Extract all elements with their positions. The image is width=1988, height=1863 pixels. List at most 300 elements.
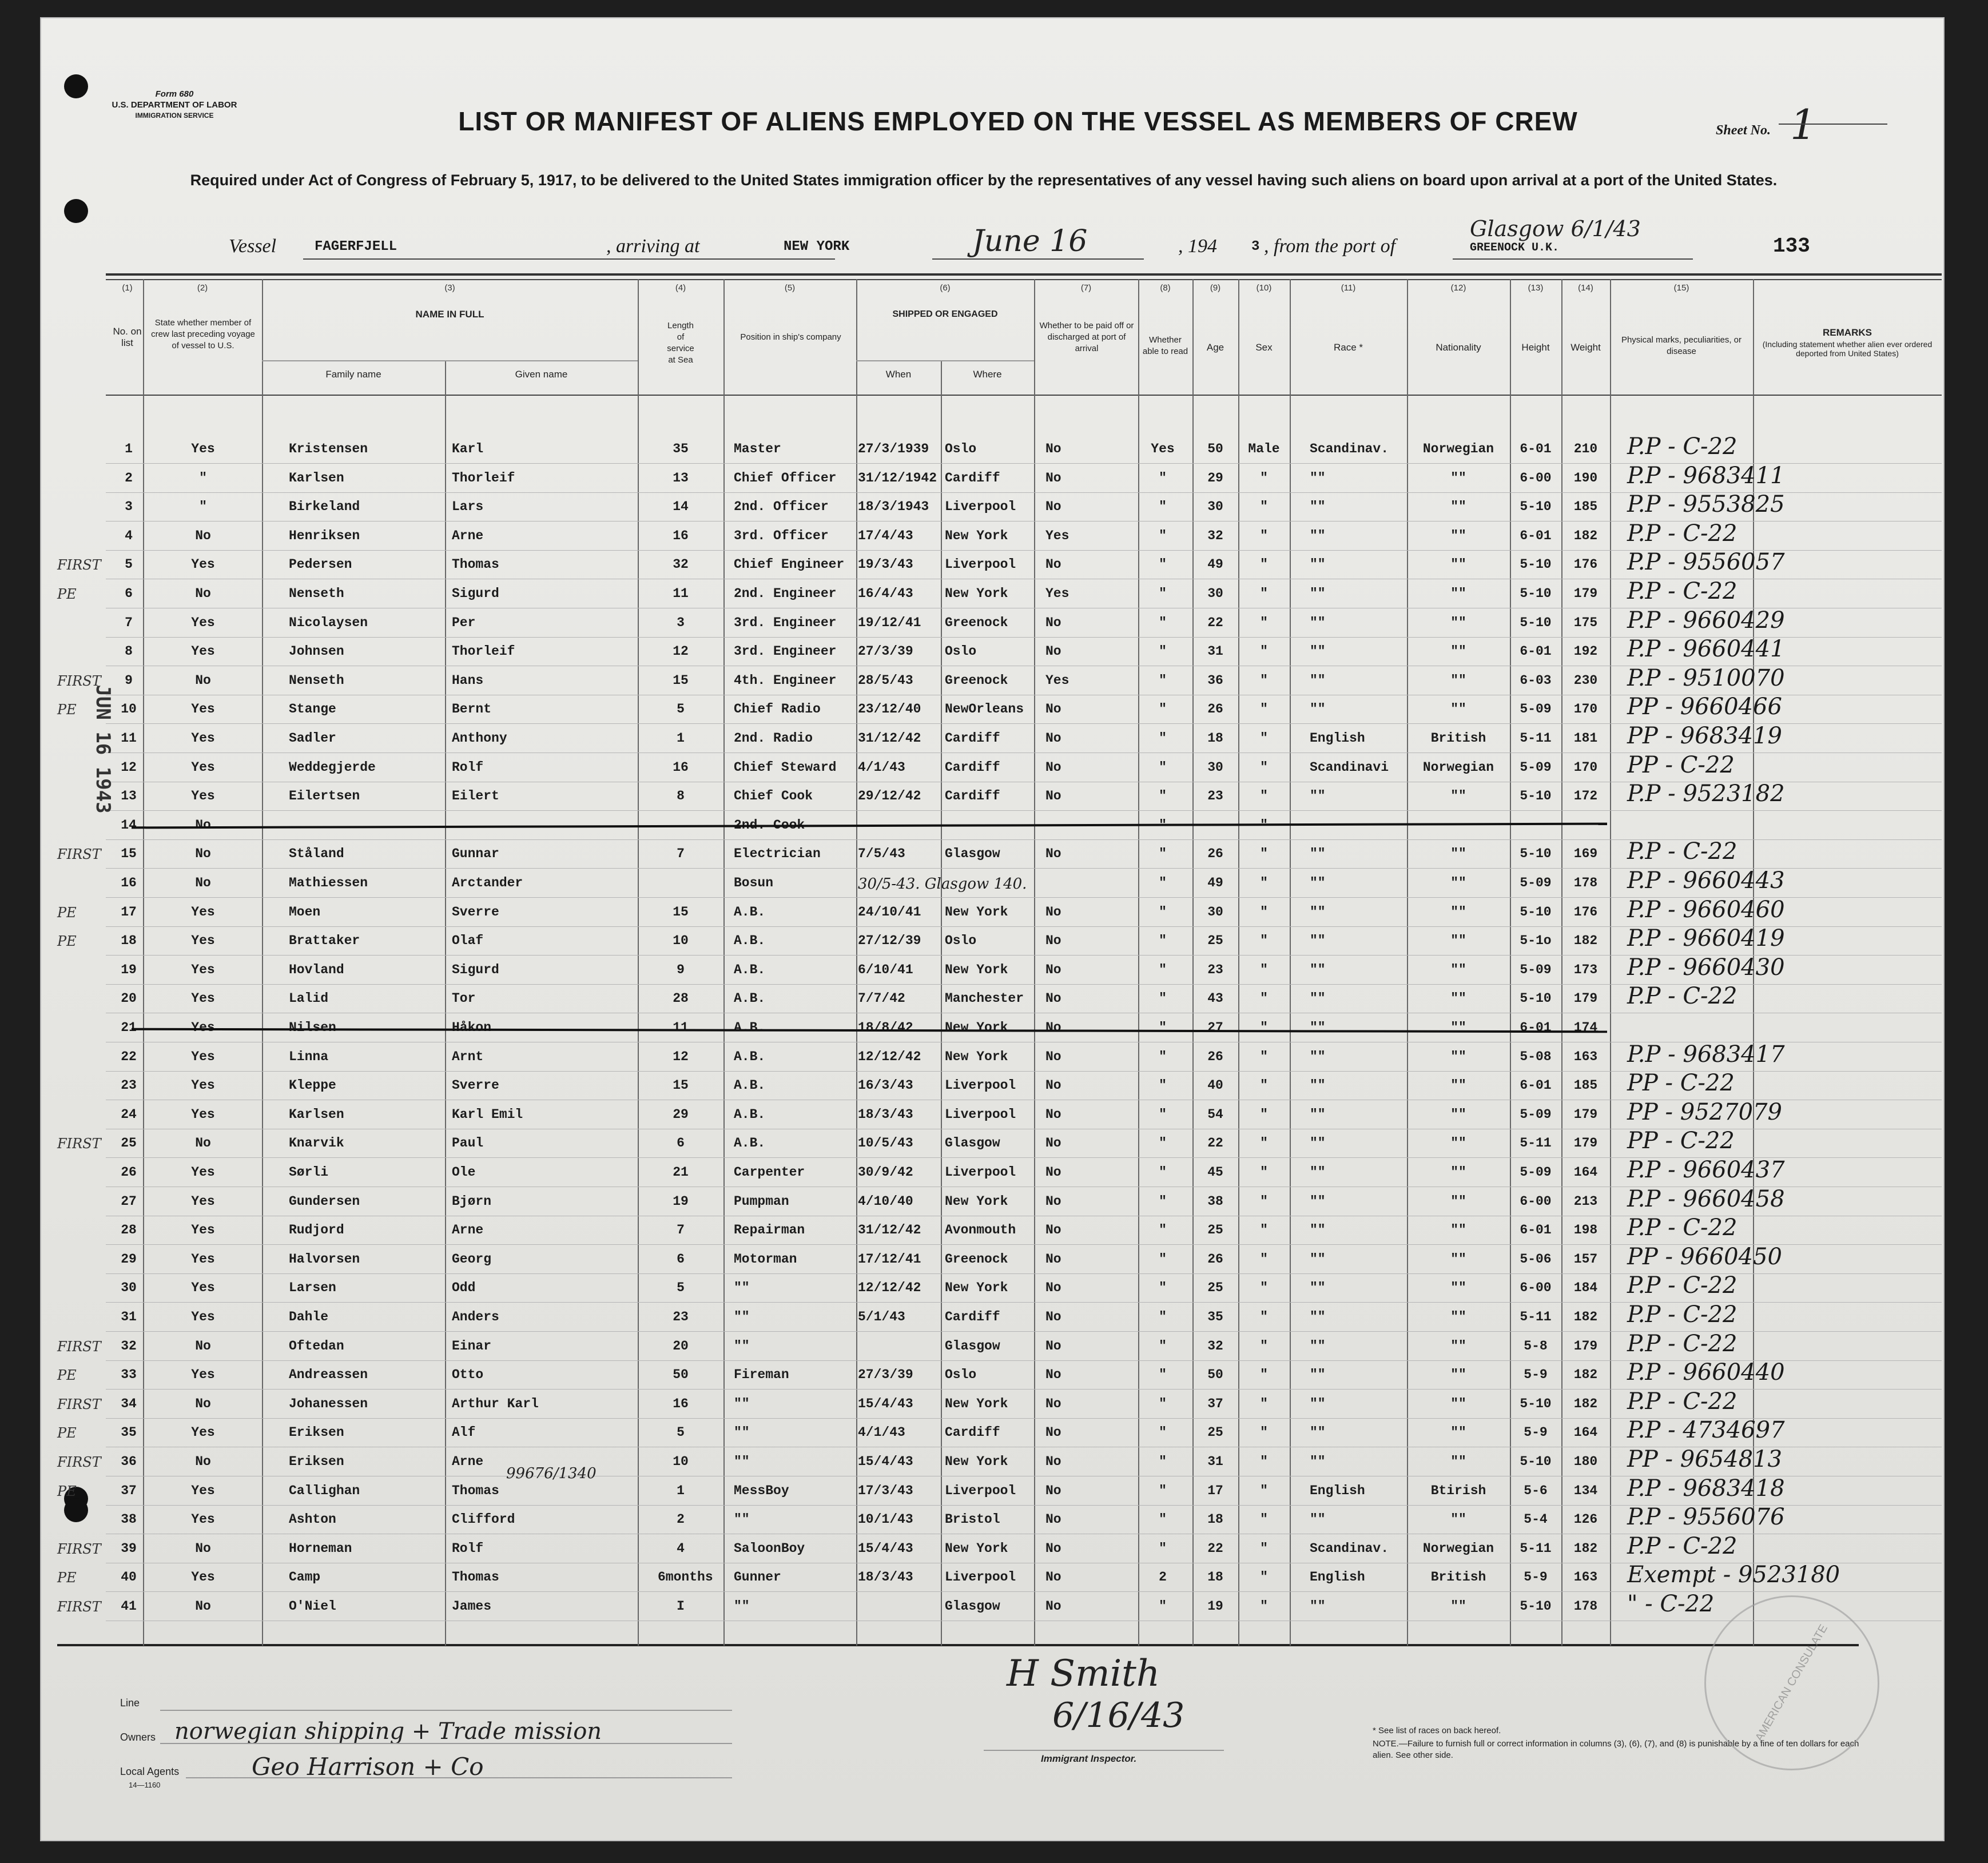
cell-remark: P.P - C-22 <box>1627 1301 1737 1328</box>
cell-family: Karlsen <box>289 1106 344 1122</box>
cell-weight: 164 <box>1573 1425 1598 1440</box>
cell-prev: Yes <box>191 702 215 717</box>
cell-height: 5-9 <box>1524 1367 1548 1383</box>
cell-where: New York <box>945 1049 1008 1064</box>
cell-no: 38 <box>121 1512 137 1527</box>
hdr-shipped-engaged: SHIPPED OR ENGAGED <box>892 309 998 319</box>
margin-note: PE <box>57 904 77 921</box>
cell-prev: Yes <box>191 1106 215 1122</box>
cell-age: 22 <box>1207 1136 1223 1151</box>
cell-when: 29/12/42 <box>858 789 921 804</box>
cell-paid: No <box>1045 1251 1061 1267</box>
cell-length: 50 <box>673 1367 689 1383</box>
punch-hole-icon <box>64 199 88 223</box>
cell-race: "" <box>1310 1136 1326 1151</box>
cell-where: Liverpool <box>945 557 1016 572</box>
cell-family: Nenseth <box>289 672 344 688</box>
cell-position: A.B. <box>734 1136 766 1151</box>
cell-weight: 198 <box>1573 1223 1598 1238</box>
cell-age: 30 <box>1207 759 1223 775</box>
cell-position: A.B. <box>734 962 766 977</box>
cell-given: Gunnar <box>452 846 499 862</box>
cell-weight: 170 <box>1573 702 1598 717</box>
cell-when: 18/3/43 <box>858 1106 913 1122</box>
cell-when: 24/10/41 <box>858 904 921 919</box>
cell-prev: Yes <box>191 1165 215 1180</box>
margin-note: FIRST <box>57 672 101 689</box>
cell-height: 5-09 <box>1520 759 1552 775</box>
cell-family: Larsen <box>289 1280 336 1296</box>
cell-position: Bosun <box>734 875 774 890</box>
cell-sex: " <box>1260 1193 1268 1209</box>
cell-race: "" <box>1310 789 1326 804</box>
cell-read: " <box>1159 702 1167 717</box>
cell-age: 40 <box>1207 1078 1223 1093</box>
cell-weight: 179 <box>1573 991 1598 1006</box>
cell-when: 10/1/43 <box>858 1512 913 1527</box>
cell-no: 6 <box>125 586 133 601</box>
cell-given: Rolf <box>452 1540 484 1556</box>
cell-family: Hovland <box>289 962 344 977</box>
cell-paid: No <box>1045 1078 1061 1093</box>
cell-given: Anders <box>452 1309 499 1324</box>
cell-position: A.B. <box>734 933 766 949</box>
cell-where: Liverpool <box>945 1106 1016 1122</box>
cell-family: Knarvik <box>289 1136 344 1151</box>
cell-given: Karl Emil <box>452 1106 523 1122</box>
cell-age: 22 <box>1207 615 1223 630</box>
cell-prev: Yes <box>191 1251 215 1267</box>
cell-given: Hans <box>452 672 484 688</box>
cell-no: 36 <box>121 1454 137 1469</box>
cell-position: A.B. <box>734 1078 766 1093</box>
cell-remark: PP - C-22 <box>1627 1070 1735 1097</box>
cell-weight: 172 <box>1573 789 1598 804</box>
cell-prev: " <box>199 499 207 515</box>
cell-length: 6months <box>658 1570 713 1585</box>
col-num-6: (6) <box>940 283 951 293</box>
cell-age: 37 <box>1207 1396 1223 1411</box>
cell-nat: "" <box>1450 904 1466 919</box>
hdr-age: Age <box>1206 342 1224 353</box>
cell-read: " <box>1159 789 1167 804</box>
cell-nat: "" <box>1450 644 1466 659</box>
cell-given: Arne <box>452 1223 484 1238</box>
cell-prev: No <box>195 1454 211 1469</box>
margin-note: FIRST <box>57 1454 101 1470</box>
cell-position: "" <box>734 1599 750 1614</box>
cell-weight: 178 <box>1573 875 1598 890</box>
cell-remark: Exempt - 9523180 <box>1627 1562 1840 1589</box>
cell-when: 12/12/42 <box>858 1280 921 1296</box>
cell-length: 12 <box>673 1049 689 1064</box>
cell-read: " <box>1159 1193 1167 1209</box>
cell-height: 5-09 <box>1520 702 1552 717</box>
cell-height: 5-11 <box>1520 1136 1552 1151</box>
cell-prev: Yes <box>191 1570 215 1585</box>
cell-where: Glasgow <box>945 1338 1000 1354</box>
cell-position: "" <box>734 1309 750 1324</box>
col-num-5: (5) <box>784 283 796 293</box>
cell-where: Greenock <box>945 672 1008 688</box>
cell-read: " <box>1159 1338 1167 1354</box>
cell-given: Arthur Karl <box>452 1396 539 1411</box>
cell-no: 4 <box>125 528 133 543</box>
cell-remark: PP - 9660450 <box>1627 1243 1782 1270</box>
cell-length: 35 <box>673 441 689 456</box>
cell-weight: 134 <box>1573 1483 1598 1498</box>
cell-sex: " <box>1260 586 1268 601</box>
cell-nat: "" <box>1450 1049 1466 1064</box>
cell-read: " <box>1159 1512 1167 1527</box>
cell-length: 10 <box>673 1454 689 1469</box>
cell-no: 9 <box>125 672 133 688</box>
col-num-7: (7) <box>1080 283 1092 293</box>
cell-prev: Yes <box>191 1223 215 1238</box>
cell-where: Avonmouth <box>945 1223 1016 1238</box>
cell-no: 8 <box>125 644 133 659</box>
cell-paid: No <box>1045 1223 1061 1238</box>
cell-nat: "" <box>1450 1251 1466 1267</box>
margin-note: PE <box>57 1483 77 1499</box>
cell-given: Georg <box>452 1251 492 1267</box>
punch-hole-icon <box>64 74 88 98</box>
cell-nat: "" <box>1450 789 1466 804</box>
cell-position: Chief Steward <box>734 759 837 775</box>
cell-no: 12 <box>121 759 137 775</box>
cell-given: James <box>452 1599 492 1614</box>
cell-paid: Yes <box>1045 586 1069 601</box>
cell-sex: " <box>1260 1251 1268 1267</box>
margin-note: PE <box>57 1425 77 1442</box>
cell-sex: " <box>1260 1599 1268 1614</box>
cell-position: 2nd. Cook <box>734 817 805 833</box>
cell-race: "" <box>1310 1599 1326 1614</box>
cell-paid: No <box>1045 441 1061 456</box>
cell-remark: P.P - C-22 <box>1627 983 1737 1010</box>
cell-position: Chief Cook <box>734 789 813 804</box>
cell-sex: " <box>1260 702 1268 717</box>
cell-family: Mathiessen <box>289 875 368 890</box>
cell-nat: Norwegian <box>1422 759 1494 775</box>
cell-sex: " <box>1260 1512 1268 1527</box>
cell-nat: "" <box>1450 1136 1466 1151</box>
cell-age: 30 <box>1207 904 1223 919</box>
cell-when: 7/7/42 <box>858 991 905 1006</box>
cell-weight: 169 <box>1573 846 1598 862</box>
cell-remark: P.P - 9553825 <box>1627 491 1785 518</box>
cell-when: 17/4/43 <box>858 528 913 543</box>
cell-nat: "" <box>1450 1599 1466 1614</box>
cell-age: 54 <box>1207 1106 1223 1122</box>
cell-where: Glasgow <box>945 1599 1000 1614</box>
cell-length: 7 <box>677 846 685 862</box>
punch-hole-icon <box>64 1498 88 1522</box>
cell-sex: " <box>1260 528 1268 543</box>
cell-no: 13 <box>121 789 137 804</box>
cell-length: 6 <box>677 1251 685 1267</box>
cell-height: 5-06 <box>1520 1251 1552 1267</box>
cell-position: Pumpman <box>734 1193 789 1209</box>
cell-no: 32 <box>121 1338 137 1354</box>
cell-read: " <box>1159 1425 1167 1440</box>
cell-prev: Yes <box>191 933 215 949</box>
cell-length: 16 <box>673 1396 689 1411</box>
cell-family: Pedersen <box>289 557 352 572</box>
cell-no: 22 <box>121 1049 137 1064</box>
cell-where: Oslo <box>945 441 977 456</box>
cell-paid: No <box>1045 1540 1061 1556</box>
cell-sex: " <box>1260 615 1268 630</box>
cell-prev: No <box>195 1136 211 1151</box>
cell-read: " <box>1159 1280 1167 1296</box>
cell-given: Paul <box>452 1136 484 1151</box>
cell-age: 31 <box>1207 1454 1223 1469</box>
cell-where: Cardiff <box>945 1309 1000 1324</box>
cell-given: Rolf <box>452 759 484 775</box>
cell-remark: P.P - C-22 <box>1627 520 1737 547</box>
cell-race: "" <box>1310 1367 1326 1383</box>
cell-paid: No <box>1045 1570 1061 1585</box>
cell-given: Odd <box>452 1280 476 1296</box>
cell-height: 6-00 <box>1520 1193 1552 1209</box>
cell-remark: P.P - C-22 <box>1627 578 1737 604</box>
cell-weight: 182 <box>1573 1396 1598 1411</box>
cell-height: 6-01 <box>1520 528 1552 543</box>
cell-sex: " <box>1260 991 1268 1006</box>
cell-length: 21 <box>673 1165 689 1180</box>
cell-read: " <box>1159 846 1167 862</box>
cell-read: " <box>1159 1396 1167 1411</box>
cell-weight: 176 <box>1573 557 1598 572</box>
cell-position: Chief Radio <box>734 702 821 717</box>
cell-where: Oslo <box>945 644 977 659</box>
cell-age: 26 <box>1207 702 1223 717</box>
cell-no: 31 <box>121 1309 137 1324</box>
cell-no: 37 <box>121 1483 137 1498</box>
cell-no: 35 <box>121 1425 137 1440</box>
margin-note: FIRST <box>57 1136 101 1152</box>
col-num-9: (9) <box>1210 283 1221 293</box>
cell-given: Thorleif <box>452 470 515 485</box>
margin-note: FIRST <box>57 846 101 863</box>
footer-line-label: Line <box>120 1697 140 1709</box>
cell-no: 41 <box>121 1599 137 1614</box>
cell-family: Rudjord <box>289 1223 344 1238</box>
cell-sex: " <box>1260 1454 1268 1469</box>
cell-when: 4/1/43 <box>858 759 905 775</box>
cell-race: "" <box>1310 1106 1326 1122</box>
hdr-physical-marks: Physical marks, peculiarities, or disease <box>1621 335 1742 356</box>
cell-height: 5-10 <box>1520 1454 1552 1469</box>
cell-nat: "" <box>1450 1020 1466 1035</box>
cell-where: Cardiff <box>945 789 1000 804</box>
cell-paid: No <box>1045 615 1061 630</box>
cell-family: Camp <box>289 1570 321 1585</box>
cell-nat: British <box>1430 731 1486 746</box>
cell-family: Kristensen <box>289 441 368 456</box>
cell-when: 27/12/39 <box>858 933 921 949</box>
cell-no: 7 <box>125 615 133 630</box>
cell-weight: 192 <box>1573 644 1598 659</box>
cell-prev: Yes <box>191 1020 215 1035</box>
cell-paid: No <box>1045 1454 1061 1469</box>
cell-sex: " <box>1260 817 1268 833</box>
cell-age: 32 <box>1207 528 1223 543</box>
cell-paid: No <box>1045 1512 1061 1527</box>
cell-sex: " <box>1260 1338 1268 1354</box>
cell-remark: P.P - 9523182 <box>1627 781 1785 807</box>
cell-given: Thomas <box>452 557 499 572</box>
cell-position: A.B. <box>734 1106 766 1122</box>
cell-no: 40 <box>121 1570 137 1585</box>
cell-sex: " <box>1260 1540 1268 1556</box>
cell-no: 17 <box>121 904 137 919</box>
cell-where: New York <box>945 1454 1008 1469</box>
cell-remark: P.P - 9660437 <box>1627 1157 1785 1183</box>
cell-race: "" <box>1310 528 1326 543</box>
page-title: LIST OR MANIFEST OF ALIENS EMPLOYED ON THE VESSEL AS MEMBERS OF CREW <box>458 106 1578 136</box>
cell-read: " <box>1159 731 1167 746</box>
cell-length: 32 <box>673 557 689 572</box>
cell-height: 5-9 <box>1524 1570 1548 1585</box>
form-department: U.S. DEPARTMENT OF LABOR <box>112 100 237 110</box>
cell-family: Moen <box>289 904 321 919</box>
cell-where: New York <box>945 904 1008 919</box>
cell-weight: 173 <box>1573 962 1598 977</box>
col-num-15: (15) <box>1673 283 1689 293</box>
cell-height: 5-10 <box>1520 904 1552 919</box>
cell-given: Thorleif <box>452 644 515 659</box>
cell-paid: Yes <box>1045 672 1069 688</box>
cell-when: 15/4/43 <box>858 1454 913 1469</box>
cell-family: Dahle <box>289 1309 329 1324</box>
cell-family: Kleppe <box>289 1078 336 1093</box>
cell-when: 30/5-43. Glasgow 140. <box>858 875 1027 893</box>
cell-nat: Norwegian <box>1422 441 1494 456</box>
cell-when: 7/5/43 <box>858 846 905 862</box>
cell-weight: 157 <box>1573 1251 1598 1267</box>
cell-length: I <box>677 1599 685 1614</box>
cell-position: "" <box>734 1280 750 1296</box>
cell-paid: No <box>1045 1483 1061 1498</box>
cell-remark: P.P - 9660458 <box>1627 1185 1785 1212</box>
cell-age: 49 <box>1207 875 1223 890</box>
cell-given: Sigurd <box>452 962 499 977</box>
cell-no: 27 <box>121 1193 137 1209</box>
cell-when: 18/3/43 <box>858 1570 913 1585</box>
cell-prev: No <box>195 1396 211 1411</box>
cell-race: "" <box>1310 1049 1326 1064</box>
cell-weight: 190 <box>1573 470 1598 485</box>
cell-when: 15/4/43 <box>858 1540 913 1556</box>
cell-where: New York <box>945 528 1008 543</box>
cell-nat: "" <box>1450 962 1466 977</box>
cell-paid: No <box>1045 499 1061 515</box>
cell-age: 17 <box>1207 1483 1223 1498</box>
cell-family: Callighan <box>289 1483 360 1498</box>
cell-sex: " <box>1260 731 1268 746</box>
consulate-stamp-icon <box>1704 1595 1879 1770</box>
cell-remark: PP - 9660466 <box>1627 694 1782 720</box>
cell-family: Linna <box>289 1049 329 1064</box>
cell-read: " <box>1159 586 1167 601</box>
hdr-given-name: Given name <box>515 369 568 380</box>
hdr-remarks: REMARKS <box>1823 327 1872 338</box>
cell-nat: "" <box>1450 1165 1466 1180</box>
cell-length: 1 <box>677 731 685 746</box>
cell-prev: Yes <box>191 759 215 775</box>
cell-height: 5-1o <box>1520 933 1552 949</box>
hdr-able-read: Whether able to read <box>1142 335 1188 356</box>
cell-position: "" <box>734 1425 750 1440</box>
hdr-state-whether: State whether member of crew last preceding voyage of vessel to U.S. <box>151 318 255 351</box>
cell-height: 6-00 <box>1520 470 1552 485</box>
cell-race: "" <box>1310 702 1326 717</box>
cell-read: 2 <box>1159 1570 1167 1585</box>
cell-when: 31/12/42 <box>858 731 921 746</box>
cell-length: 5 <box>677 702 685 717</box>
cell-remark: P.P - C-22 <box>1627 838 1737 865</box>
cell-paid: No <box>1045 470 1061 485</box>
cell-age: 30 <box>1207 499 1223 515</box>
cell-race: "" <box>1310 1454 1326 1469</box>
cell-remark: P.P - 9660441 <box>1627 636 1785 663</box>
cell-family: Ashton <box>289 1512 336 1527</box>
cell-family: Johnsen <box>289 644 344 659</box>
cell-prev: Yes <box>191 1367 215 1383</box>
col-num-1: (1) <box>122 283 133 293</box>
cell-length: 28 <box>673 991 689 1006</box>
cell-position: Carpenter <box>734 1165 805 1180</box>
inspector-signature: H Smith <box>1007 1653 1160 1695</box>
cell-read: " <box>1159 817 1167 833</box>
cell-height: 6-01 <box>1520 644 1552 659</box>
cell-weight: 126 <box>1573 1512 1598 1527</box>
cell-remark: P.P - 9660419 <box>1627 925 1785 952</box>
cell-paid: No <box>1045 1367 1061 1383</box>
cell-given: Håkon <box>452 1020 492 1035</box>
cell-prev: Yes <box>191 1078 215 1093</box>
cell-race: "" <box>1310 586 1326 601</box>
cell-paid: No <box>1045 789 1061 804</box>
cell-prev: Yes <box>191 1049 215 1064</box>
margin-note: PE <box>57 586 77 602</box>
cell-read: " <box>1159 615 1167 630</box>
cell-age: 25 <box>1207 933 1223 949</box>
cell-no: 29 <box>121 1251 137 1267</box>
cell-position: Master <box>734 441 781 456</box>
cell-where: New York <box>945 1280 1008 1296</box>
cell-nat: "" <box>1450 615 1466 630</box>
cell-prev: No <box>195 846 211 862</box>
cell-prev: Yes <box>191 1193 215 1209</box>
cell-no: 1 <box>125 441 133 456</box>
cell-given: Lars <box>452 499 484 515</box>
cell-paid: No <box>1045 1193 1061 1209</box>
left-margin-date-stamp: JUN 16 1943 <box>92 684 114 814</box>
cell-where: New York <box>945 1193 1008 1209</box>
cell-read: " <box>1159 1020 1167 1035</box>
cell-when: 27/3/39 <box>858 644 913 659</box>
cell-weight: 185 <box>1573 499 1598 515</box>
cell-read: " <box>1159 1078 1167 1093</box>
cell-given: Clifford <box>452 1512 515 1527</box>
cell-prev: Yes <box>191 1483 215 1498</box>
cell-given: Olaf <box>452 933 484 949</box>
cell-remark: P.P - 9556076 <box>1627 1504 1785 1531</box>
cell-weight: 230 <box>1573 672 1598 688</box>
